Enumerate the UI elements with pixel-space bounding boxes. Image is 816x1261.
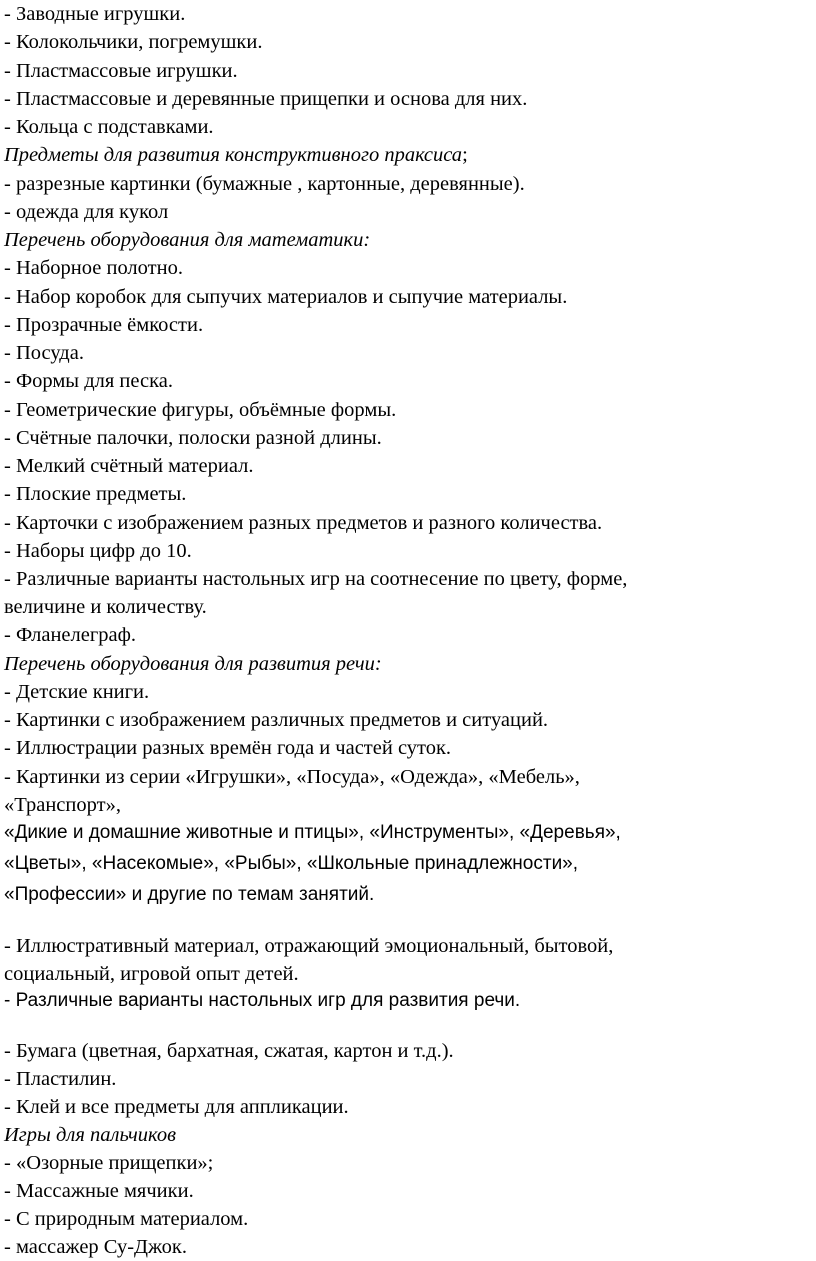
list-item: - Пластилин. xyxy=(4,1068,117,1090)
list-item: - Посуда. xyxy=(4,342,84,364)
list-item: - Заводные игрушки. xyxy=(4,3,186,25)
list-item-continuation: «Дикие и домашние животные и птицы», «Инструменты», «Деревья», xyxy=(4,822,621,843)
list-item-continuation: «Цветы», «Насекомые», «Рыбы», «Школьные принадлежности», xyxy=(4,853,579,874)
list-item: - С природным материалом. xyxy=(4,1208,249,1230)
list-item: - Кольца с подставками. xyxy=(4,116,214,138)
list-item: - Фланелеграф. xyxy=(4,624,137,646)
section-heading-math: Перечень оборудования для математики: xyxy=(4,229,371,251)
list-item-continuation: «Профессии» и другие по темам занятий. xyxy=(4,884,375,905)
list-item: - Различные варианты настольных игр для развития речи. xyxy=(4,990,521,1011)
list-item: - Карточки с изображением разных предметов и разного количества. xyxy=(4,512,603,534)
list-item: - Прозрачные ёмкости. xyxy=(4,314,204,336)
section-heading-text: Предметы для развития конструктивного праксиса xyxy=(4,144,463,166)
list-item: - Колокольчики, погремушки. xyxy=(4,31,263,53)
list-item-continuation: социальный, игровой опыт детей. xyxy=(4,963,299,985)
list-item: - «Озорные прищепки»; xyxy=(4,1152,214,1174)
list-item: - Плоские предметы. xyxy=(4,483,187,505)
list-item: - Иллюстративный материал, отражающий эмоциональный, бытовой, xyxy=(4,935,614,957)
list-item: - Бумага (цветная, бархатная, сжатая, картон и т.д.). xyxy=(4,1040,454,1062)
list-item: - Счётные палочки, полоски разной длины. xyxy=(4,427,382,449)
list-item-continuation: «Транспорт», xyxy=(4,794,121,816)
section-heading-constructive-praxis xyxy=(4,142,468,168)
list-item: - Геометрические фигуры, объёмные формы. xyxy=(4,399,397,421)
list-item: - Формы для песка. xyxy=(4,370,173,392)
list-item: - Наборы цифр до 10. xyxy=(4,540,192,562)
list-item: - массажер Су-Джок. xyxy=(4,1236,188,1258)
list-item: - Клей и все предметы для аппликации. xyxy=(4,1096,349,1118)
list-item: - Набор коробок для сыпучих материалов и сыпучие материалы. xyxy=(4,286,568,308)
list-item: - Детские книги. xyxy=(4,681,150,703)
section-heading-punctuation: ; xyxy=(462,144,468,166)
section-heading-finger-games: Игры для пальчиков xyxy=(4,1124,176,1146)
list-item: - Мелкий счётный материал. xyxy=(4,455,254,477)
list-item: - Различные варианты настольных игр на соотнесение по цвету, форме, xyxy=(4,568,628,590)
list-item: - Пластмассовые игрушки. xyxy=(4,60,238,82)
list-item: - разрезные картинки (бумажные , картонные, деревянные). xyxy=(4,173,525,195)
list-item: - Пластмассовые и деревянные прищепки и основа для них. xyxy=(4,88,528,110)
list-item-continuation: величине и количеству. xyxy=(4,596,207,618)
list-item: - Картинки из серии «Игрушки», «Посуда», «Одежда», «Мебель», xyxy=(4,766,580,788)
list-item: - Картинки с изображением различных предметов и ситуаций. xyxy=(4,709,549,731)
list-item: - Массажные мячики. xyxy=(4,1180,194,1202)
list-item: - Иллюстрации разных времён года и частей суток. xyxy=(4,737,452,759)
section-heading-speech: Перечень оборудования для развития речи: xyxy=(4,653,382,675)
list-item: - одежда для кукол xyxy=(4,201,169,223)
list-item: - Наборное полотно. xyxy=(4,257,183,279)
